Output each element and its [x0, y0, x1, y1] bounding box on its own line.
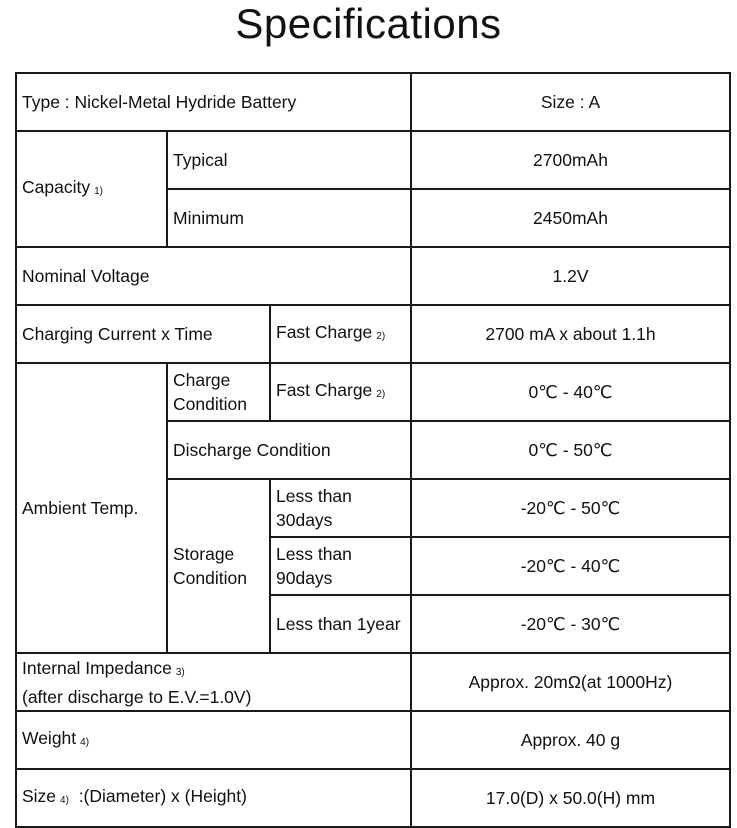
minimum-value: 2450mAh: [533, 208, 608, 228]
charging-value: 2700 mA x about 1.1h: [485, 324, 656, 344]
nominal-voltage-value: 1.2V: [552, 266, 589, 286]
storage-temp-value: -20℃ - 30℃: [520, 614, 621, 634]
table-row: [16, 769, 730, 827]
impedance-value: Approx. 20mΩ(at 1000Hz): [468, 672, 673, 692]
nominal-voltage-label: Nominal Voltage: [22, 266, 150, 286]
impedance-footnote: 3): [175, 666, 185, 678]
minimum-label-cell: [167, 189, 411, 247]
storage-temp-value: -20℃ - 40℃: [520, 556, 621, 576]
specifications-table: [15, 72, 731, 828]
minimum-label: Minimum: [173, 208, 244, 228]
type-cell: [16, 73, 411, 131]
storage-period-cell: [270, 537, 411, 595]
minimum-value-cell: [411, 189, 730, 247]
storage-period: Less than 1year: [276, 614, 401, 634]
discharge-temp-value: 0℃ - 50℃: [528, 440, 613, 460]
storage-condition-label: Storage Condition: [173, 544, 247, 588]
typical-label-cell: [167, 131, 411, 189]
storage-period-cell: [270, 479, 411, 537]
weight-label-cell: [16, 711, 411, 769]
nominal-voltage-label-cell: [16, 247, 411, 305]
nominal-voltage-value-cell: [411, 247, 730, 305]
charging-mode-cell: [270, 305, 411, 363]
impedance-condition: (after discharge to E.V.=1.0V): [22, 686, 252, 707]
impedance-label-cell: [16, 653, 411, 711]
storage-period-cell: [270, 595, 411, 653]
charging-mode: Fast Charge: [276, 321, 373, 342]
page-title: Specifications: [235, 0, 502, 47]
size-label: Size: [22, 785, 57, 806]
capacity-label-cell: [16, 131, 167, 247]
charge-condition-cell: [167, 363, 270, 421]
table-row: [16, 653, 730, 711]
storage-temp-value: -20℃ - 50℃: [520, 498, 621, 518]
weight-value: Approx. 40 g: [520, 730, 621, 750]
typical-label: Typical: [173, 150, 228, 170]
charging-label: Charging Current x Time: [22, 324, 213, 344]
size-label-cell: [16, 769, 411, 827]
size-dimension-value: 17.0(D) x 50.0(H) mm: [485, 788, 656, 808]
charge-temp-value-cell: [411, 363, 730, 421]
storage-temp-value-cell: [411, 537, 730, 595]
discharge-temp-value-cell: [411, 421, 730, 479]
typical-value-cell: [411, 131, 730, 189]
charging-label-cell: [16, 305, 270, 363]
size-dimension-value-cell: [411, 769, 730, 827]
discharge-condition-label: Discharge Condition: [173, 440, 331, 460]
weight-footnote: 4): [80, 736, 90, 748]
weight-label: Weight: [22, 727, 77, 748]
charge-mode-cell: [270, 363, 411, 421]
table-row: [16, 131, 730, 189]
capacity-label: Capacity: [22, 176, 91, 197]
ambient-temp-label: Ambient Temp.: [22, 498, 139, 518]
ambient-temp-label-cell: [16, 363, 167, 653]
type-label: Type : Nickel-Metal Hydride Battery: [22, 92, 297, 112]
size-value-cell: [411, 73, 730, 131]
table-row: [16, 711, 730, 769]
charging-value-cell: [411, 305, 730, 363]
size-description: :(Diameter) x (Height): [78, 785, 247, 806]
charge-condition-label: Charge Condition: [173, 370, 247, 414]
table-row: [16, 363, 730, 421]
storage-period: Less than 30days: [276, 486, 352, 530]
table-row: [16, 73, 730, 131]
storage-condition-cell: [167, 479, 270, 653]
storage-temp-value-cell: [411, 595, 730, 653]
storage-temp-value-cell: [411, 479, 730, 537]
size-value: Size : A: [540, 92, 601, 112]
charging-footnote: 2): [376, 330, 386, 342]
discharge-condition-cell: [167, 421, 411, 479]
capacity-footnote: 1): [94, 185, 103, 197]
storage-period: Less than 90days: [276, 544, 352, 588]
charge-footnote: 2): [376, 388, 386, 400]
weight-value-cell: [411, 711, 730, 769]
size-footnote: 4): [60, 794, 69, 806]
charge-temp-value: 0℃ - 40℃: [528, 382, 613, 402]
table-row: [16, 247, 730, 305]
table-row: [16, 305, 730, 363]
typical-value: 2700mAh: [533, 150, 608, 170]
impedance-label: Internal Impedance: [22, 657, 172, 678]
charge-mode: Fast Charge: [276, 379, 373, 400]
impedance-value-cell: [411, 653, 730, 711]
